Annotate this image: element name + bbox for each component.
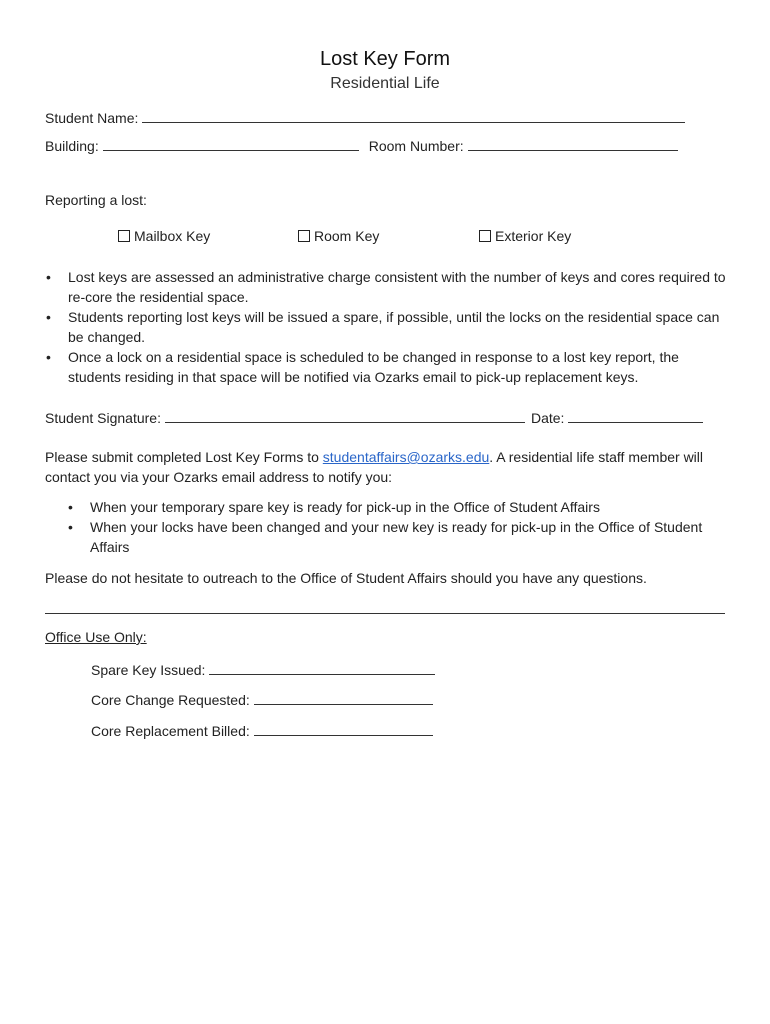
email-link[interactable]: studentaffairs@ozarks.edu [322, 449, 490, 465]
building-room-row [45, 136, 678, 154]
list-item: • Once a lock on a residential space is scheduled to be changed in response to a lost key report, the students residing in that space will be notified via Ozarks email to pick-up replacement keys. [46, 347, 726, 387]
list-item: • Lost keys are assessed an administrative charge consistent with the number of keys and cores required to re-core the residential space. [46, 267, 726, 307]
list-item: • When your locks have been changed and your new key is ready for pick-up in the Office of Student Affairs [68, 517, 718, 557]
student-name-field[interactable] [142, 108, 685, 123]
closing-text: Please do not hesitate to outreach to the Office of Student Affairs should you have any questions. [45, 570, 647, 586]
form-subtitle: Residential Life [330, 75, 440, 92]
submit-suffix: . A residential life staff member will contact you via your Ozarks email address to notify you: [45, 449, 704, 485]
checkbox-icon[interactable] [298, 230, 310, 242]
room-number-field[interactable] [468, 136, 678, 151]
notify-list [68, 497, 718, 557]
reporting-label [45, 192, 147, 208]
list-item: • Students reporting lost keys will be issued a spare, if possible, until the locks on the residential space can be changed. [46, 307, 726, 347]
signature-label: Student Signature: [45, 410, 161, 426]
student-name-label: Student Name: [45, 110, 139, 126]
date-label: Date: [530, 410, 565, 426]
mailbox-key-label: Mailbox Key [134, 228, 211, 244]
core-replacement-field[interactable] [254, 721, 433, 736]
divider [45, 613, 725, 614]
student-name-row [45, 108, 685, 126]
checkbox-icon[interactable] [118, 230, 130, 242]
building-label: Building: [45, 138, 99, 154]
spare-key-row [91, 660, 435, 678]
mailbox-key-checkbox[interactable] [118, 228, 210, 244]
office-use-heading: Office Use Only: [45, 629, 147, 645]
core-change-row [91, 690, 433, 708]
exterior-key-label: Exterior Key [495, 228, 572, 244]
room-key-checkbox[interactable] [298, 228, 379, 244]
core-change-field[interactable] [254, 690, 433, 705]
policy-list [46, 267, 726, 387]
form-title: Lost Key Form [319, 48, 451, 70]
submit-prefix: Please submit completed Lost Key Forms to [45, 449, 323, 465]
date-field[interactable] [568, 408, 703, 423]
spare-key-field[interactable] [209, 660, 435, 675]
core-replacement-label: Core Replacement Billed: [91, 723, 250, 739]
key-type-options [0, 228, 770, 248]
room-number-label: Room Number: [368, 138, 464, 154]
exterior-key-checkbox[interactable] [479, 228, 571, 244]
signature-field[interactable] [165, 408, 525, 423]
core-change-label: Core Change Requested: [91, 692, 250, 708]
checkbox-icon[interactable] [479, 230, 491, 242]
building-field[interactable] [103, 136, 359, 151]
reporting-label-text: Reporting a lost: [45, 192, 147, 208]
core-replacement-row [91, 721, 433, 739]
signature-row [45, 408, 703, 426]
submit-instructions [45, 447, 725, 487]
room-key-label: Room Key [314, 228, 380, 244]
spare-key-label: Spare Key Issued: [91, 662, 206, 678]
list-item: • When your temporary spare key is ready for pick-up in the Office of Student Affairs [68, 497, 718, 517]
